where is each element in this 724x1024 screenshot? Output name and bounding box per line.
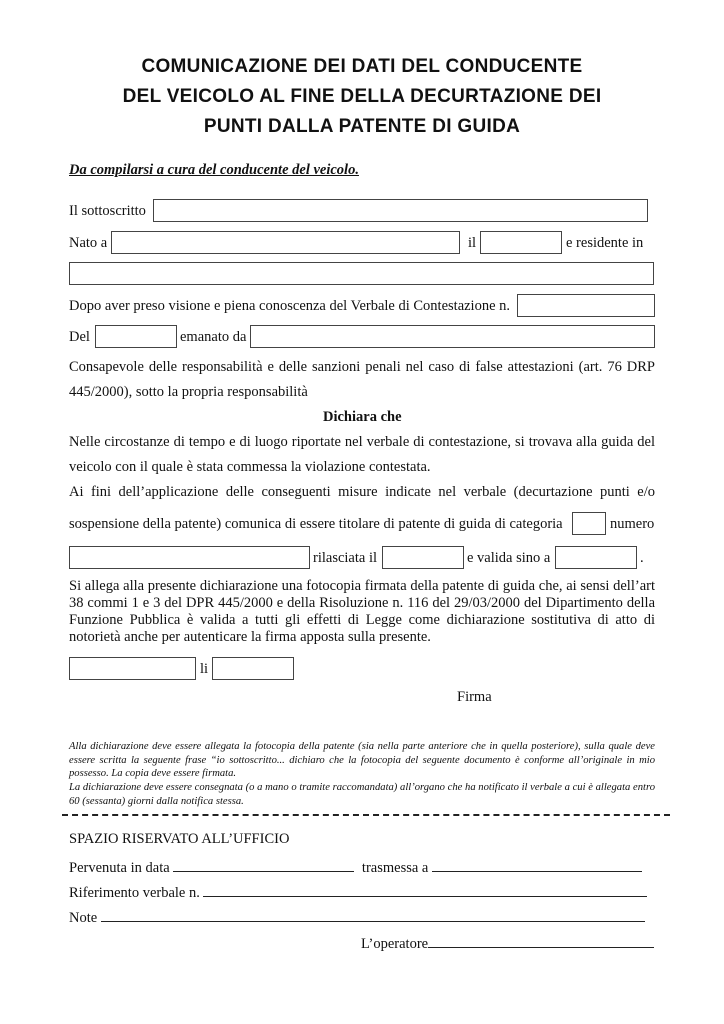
note-row (69, 907, 645, 927)
subtitle: Da compilarsi a cura del conducente del veicolo. (69, 162, 359, 178)
office-heading: SPAZIO RISERVATO ALL’UFFICIO (69, 831, 290, 847)
luogo-firma-field[interactable] (69, 657, 196, 680)
valida-label: e valida sino a (467, 550, 551, 566)
emanato-label: emanato da (180, 329, 247, 345)
fini-line-1: Ai fini dell’applicazione delle conseguenti misure indicate nel verbale (decurtazione punti e/o (69, 484, 655, 500)
consapevole-line-2: 445/2000), sotto la propria responsabilità (69, 384, 308, 400)
operatore-row (361, 933, 654, 953)
emanato-da-field[interactable] (250, 325, 655, 348)
pervenuta-data-line[interactable] (173, 857, 354, 872)
page-title-line-3: PUNTI DALLA PATENTE DI GUIDA (203, 116, 521, 137)
note-consegna: La dichiarazione deve essere consegnata (o a mano o tramite raccomandata) all’organo che ha notificato il verbale a cui è allegata entro 60 (sessanta) giorni dalla notifica stessa. (69, 782, 655, 807)
page-title-line-1: COMUNICAZIONE DEI DATI DEL CONDUCENTE (141, 56, 583, 77)
note-allegato: Alla dichiarazione deve essere allegata la fotocopia della patente (sia nella parte anteriore che in quella posteriore), sulla quale deve essere scritta la seguente frase “io sottoscritto... dichiaro che la fotocopia del seguente documento è conforme all’originale in mio possesso. La copia deve essere firmata. (69, 741, 655, 779)
page-title-line-2: DEL VEICOLO AL FINE DELLA DECURTAZIONE DEI (122, 86, 602, 107)
trasmessa-label: trasmessa a (361, 860, 429, 876)
verbale-label: Dopo aver preso visione e piena conoscenza del Verbale di Contestazione n. (69, 298, 511, 314)
verbale-numero-field[interactable] (517, 294, 655, 317)
del-label: Del (69, 329, 90, 345)
note-line[interactable] (101, 907, 645, 922)
data-nascita-field[interactable] (480, 231, 562, 254)
riferimento-row (69, 882, 647, 902)
residente-label: e residente in (566, 235, 644, 251)
nato-label: Nato a (69, 235, 108, 251)
riferimento-line[interactable] (203, 882, 647, 897)
dichiara-heading: Dichiara che (323, 409, 402, 425)
patente-numero-field[interactable] (69, 546, 310, 569)
scadenza-data-field[interactable] (555, 546, 637, 569)
pervenuta-label: Pervenuta in data (69, 860, 170, 876)
consapevole-line-1: Consapevole delle responsabilità e delle sanzioni penali nel caso di false attestazioni (art. 76 DRP (69, 359, 655, 375)
circostanze-line-2: veicolo con il quale è stata commessa la violazione contestata. (69, 459, 431, 475)
sottoscritto-field[interactable] (153, 199, 648, 222)
operatore-label: L’operatore (361, 936, 429, 952)
operatore-line[interactable] (428, 933, 654, 948)
li-label: li (200, 661, 209, 677)
il-label: il (468, 235, 477, 251)
riferimento-label: Riferimento verbale n. (69, 885, 200, 901)
rilascio-data-field[interactable] (382, 546, 464, 569)
trasmessa-line[interactable] (432, 857, 642, 872)
sottoscritto-label: Il sottoscritto (69, 203, 146, 219)
verbale-data-field[interactable] (95, 325, 177, 348)
categoria-field[interactable] (572, 512, 606, 535)
firma-label: Firma (457, 689, 492, 705)
data-firma-field[interactable] (212, 657, 294, 680)
circostanze-line-1: Nelle circostanze di tempo e di luogo riportate nel verbale di contestazione, si trovava alla guida del (69, 434, 655, 450)
fini-line-2: sospensione della patente) comunica di essere titolare di patente di guida di categoria (69, 516, 563, 532)
pervenuta-row (69, 857, 642, 877)
period-mark: . (640, 550, 644, 566)
allega-paragraph: Si allega alla presente dichiarazione una fotocopia firmata della patente di guida che, ai sensi dell’art 38 commi 1 e 3 del DPR 445/2000 e della Risoluzione n. 116 del 29/03/2000 del Dipartimento della Funzione Pubblica è valida a tutti gli effetti di Legge come dichiarazione sostitutiva di atto di notorietà anche per autenticare la firma apposta sulla presente. (69, 578, 655, 645)
numero-label: numero (610, 516, 655, 532)
cut-line-divider (62, 814, 670, 816)
rilasciata-label: rilasciata il (313, 550, 378, 566)
luogo-nascita-field[interactable] (111, 231, 460, 254)
residenza-field[interactable] (69, 262, 654, 285)
note-label: Note (69, 910, 98, 926)
